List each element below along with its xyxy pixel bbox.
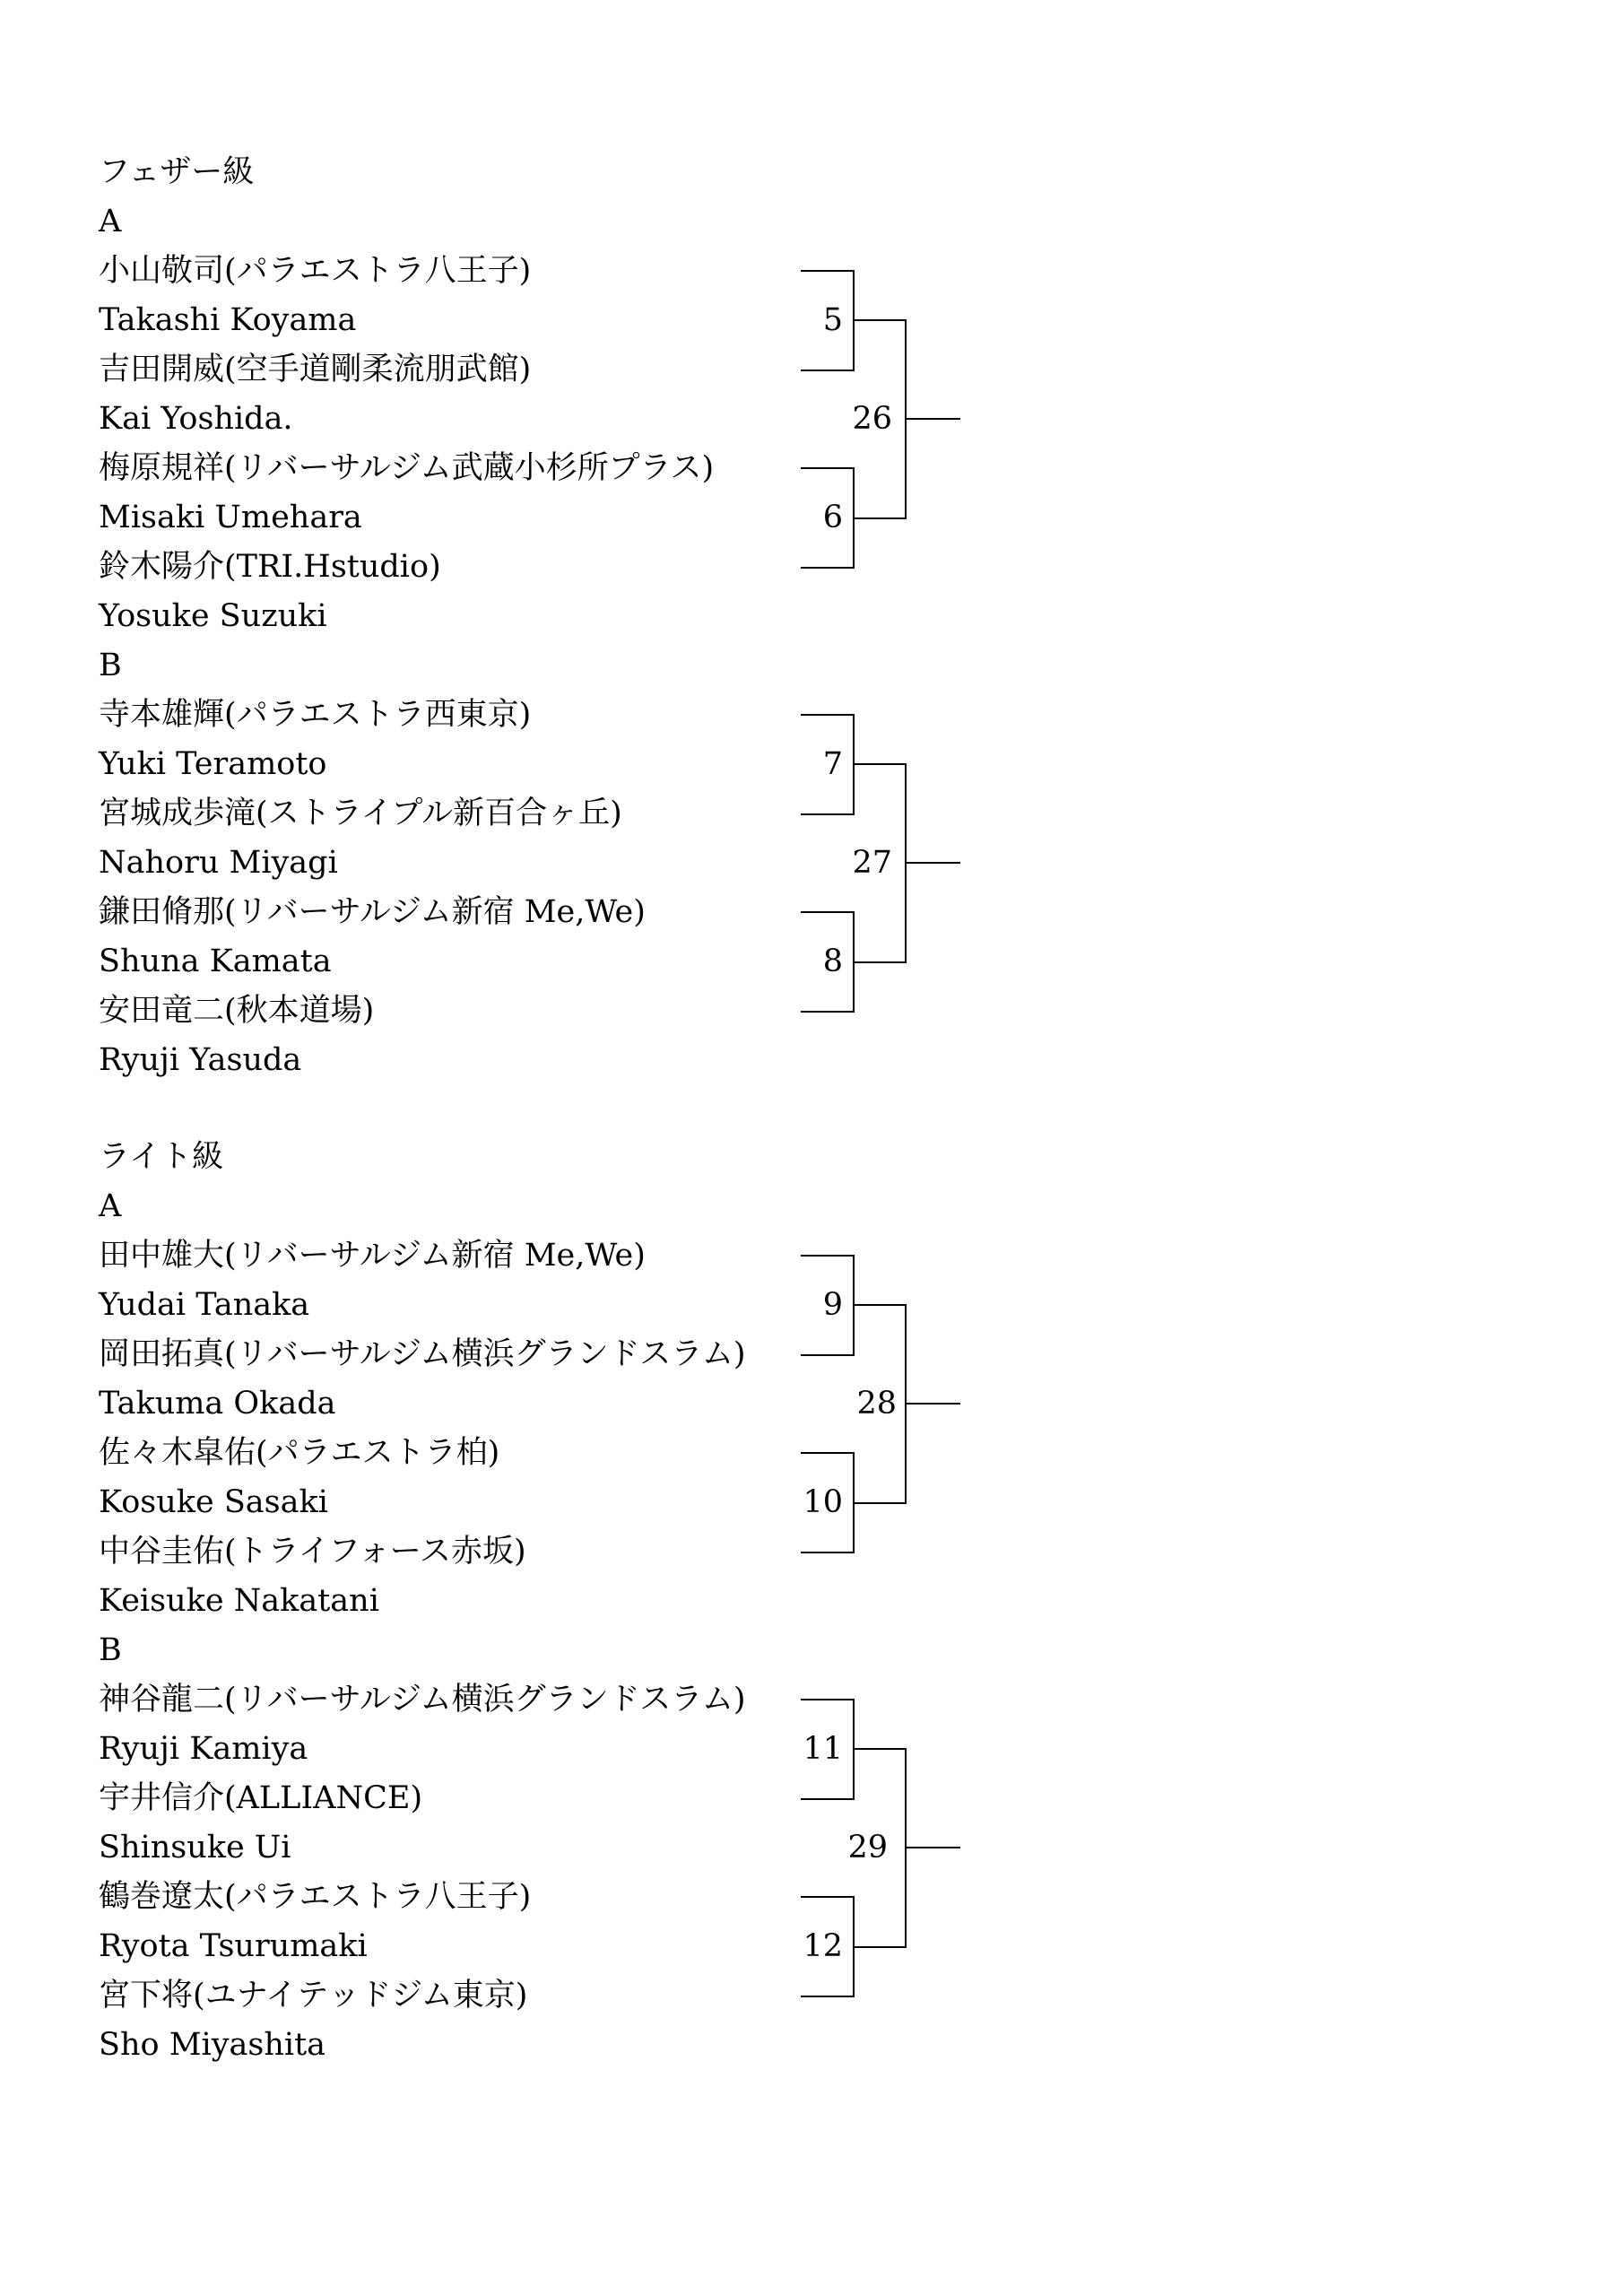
- entry-en-name: Yudai Tanaka: [99, 1287, 310, 1323]
- entry-jp-name: 宮下将(ユナイテッドジム東京): [99, 1978, 528, 2013]
- match-number-final: 29: [847, 1830, 888, 1866]
- section-title-feather: フェザー級: [99, 154, 255, 190]
- entry-jp-name: 宮城成歩滝(ストライプル新百合ヶ丘): [99, 796, 622, 831]
- entry-jp-name: 宇井信介(ALLIANCE): [99, 1780, 423, 1816]
- entry-jp-name: 鈴木陽介(TRI.Hstudio): [99, 549, 441, 585]
- entry-jp-name: 梅原規祥(リバーサルジム武蔵小杉所プラス): [99, 450, 715, 486]
- entry-jp-name: 小山敬司(パラエストラ八王子): [99, 253, 532, 289]
- group-label: B: [99, 1632, 122, 1668]
- entry-jp-name: 寺本雄輝(パラエストラ西東京): [99, 697, 532, 733]
- entry-en-name: Shinsuke Ui: [99, 1830, 291, 1866]
- match-number-final: 28: [856, 1386, 897, 1422]
- match-number: 7: [822, 746, 843, 782]
- entry-en-name: Kosuke Sasaki: [99, 1484, 328, 1520]
- entry-jp-name: 田中雄大(リバーサルジム新宿 Me,We): [99, 1238, 646, 1274]
- entry-en-name: Yosuke Suzuki: [99, 598, 327, 634]
- match-number: 12: [803, 1928, 843, 1964]
- entry-jp-name: 鎌田脩那(リバーサルジム新宿 Me,We): [99, 894, 646, 930]
- section-title-light: ライト級: [99, 1139, 223, 1175]
- entry-jp-name: 鶴巻遼太(パラエストラ八王子): [99, 1879, 532, 1915]
- entry-en-name: Yuki Teramoto: [99, 746, 327, 782]
- entry-jp-name: 中谷圭佑(トライフォース赤坂): [99, 1534, 526, 1570]
- match-number: 8: [822, 944, 843, 979]
- entry-en-name: Takashi Koyama: [99, 302, 357, 338]
- match-number: 10: [803, 1484, 843, 1520]
- entry-en-name: Misaki Umehara: [99, 500, 362, 535]
- entry-en-name: Shuna Kamata: [99, 944, 332, 979]
- match-number: 5: [822, 302, 843, 338]
- entry-en-name: Ryuji Yasuda: [99, 1042, 302, 1078]
- group-label: B: [99, 648, 122, 683]
- entry-jp-name: 岡田拓真(リバーサルジム横浜グランドスラム): [99, 1336, 746, 1372]
- entry-jp-name: 神谷龍二(リバーサルジム横浜グランドスラム): [99, 1682, 746, 1718]
- group-label: A: [99, 204, 122, 239]
- entry-jp-name: 佐々木皐佑(パラエストラ柏): [99, 1435, 500, 1471]
- entry-jp-name: 安田竜二(秋本道場): [99, 993, 375, 1029]
- match-number-final: 26: [852, 401, 892, 437]
- entry-en-name: Takuma Okada: [99, 1386, 336, 1422]
- entry-en-name: Keisuke Nakatani: [99, 1583, 379, 1619]
- entry-en-name: Ryota Tsurumaki: [99, 1928, 368, 1964]
- entry-jp-name: 吉田開威(空手道剛柔流朋武館): [99, 352, 532, 387]
- match-number-final: 27: [852, 845, 892, 881]
- match-number: 11: [803, 1731, 843, 1767]
- match-number: 9: [822, 1287, 843, 1323]
- entry-en-name: Nahoru Miyagi: [99, 845, 338, 881]
- group-label: A: [99, 1188, 122, 1224]
- match-number: 6: [822, 500, 843, 535]
- entry-en-name: Ryuji Kamiya: [99, 1731, 308, 1767]
- entry-en-name: Sho Miyashita: [99, 2027, 326, 2063]
- entry-en-name: Kai Yoshida.: [99, 401, 293, 437]
